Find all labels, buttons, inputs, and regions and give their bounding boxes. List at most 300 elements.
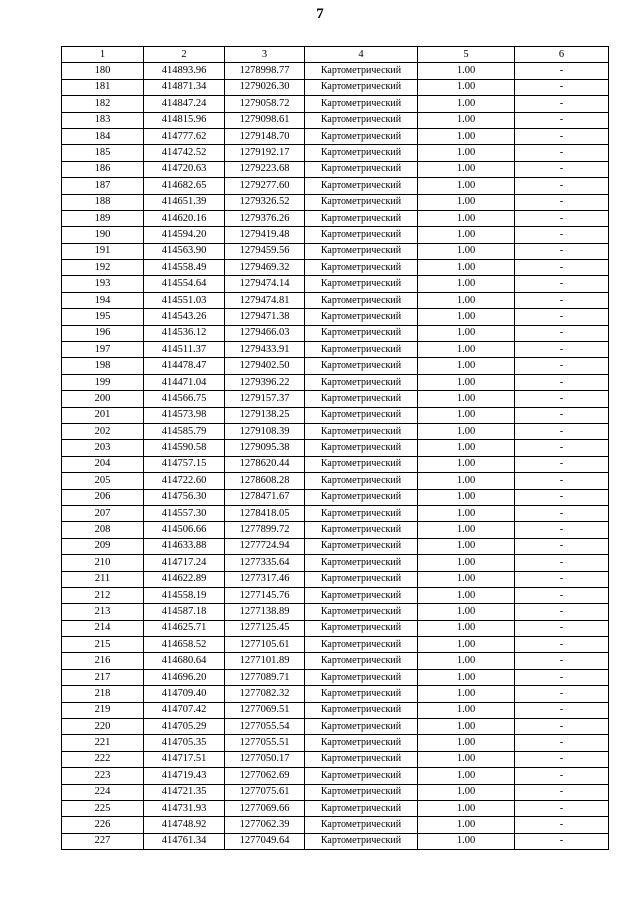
table-row <box>62 96 609 112</box>
point-number-cell: 209 <box>62 538 144 554</box>
accuracy-cell: 1.00 <box>418 571 515 587</box>
method-cell: Картометрический <box>305 817 418 833</box>
accuracy-cell: 1.00 <box>418 309 515 325</box>
point-number-cell: 193 <box>62 276 144 292</box>
y-coordinate-cell: 1278998.77 <box>225 63 305 79</box>
point-number-cell: 184 <box>62 128 144 144</box>
y-coordinate-cell: 1279223.68 <box>225 161 305 177</box>
method-cell: Картометрический <box>305 407 418 423</box>
note-cell: - <box>515 702 609 718</box>
accuracy-cell: 1.00 <box>418 374 515 390</box>
y-coordinate-cell: 1277062.39 <box>225 817 305 833</box>
note-cell: - <box>515 440 609 456</box>
accuracy-cell: 1.00 <box>418 292 515 308</box>
y-coordinate-cell: 1279277.60 <box>225 178 305 194</box>
table-row <box>62 194 609 210</box>
table-row <box>62 456 609 472</box>
table-row <box>62 112 609 128</box>
method-cell: Картометрический <box>305 423 418 439</box>
point-number-cell: 227 <box>62 833 144 849</box>
table-body <box>62 63 609 850</box>
point-number-cell: 223 <box>62 768 144 784</box>
note-cell: - <box>515 587 609 603</box>
method-cell: Картометрический <box>305 768 418 784</box>
x-coordinate-cell: 414478.47 <box>144 358 225 374</box>
note-cell: - <box>515 243 609 259</box>
x-coordinate-cell: 414757.15 <box>144 456 225 472</box>
x-coordinate-cell: 414731.93 <box>144 800 225 816</box>
x-coordinate-cell: 414893.96 <box>144 63 225 79</box>
y-coordinate-cell: 1277125.45 <box>225 620 305 636</box>
point-number-cell: 203 <box>62 440 144 456</box>
column-header: 4 <box>305 47 418 63</box>
table-row <box>62 178 609 194</box>
note-cell: - <box>515 719 609 735</box>
y-coordinate-cell: 1277069.51 <box>225 702 305 718</box>
method-cell: Картометрический <box>305 538 418 554</box>
y-coordinate-cell: 1279459.56 <box>225 243 305 259</box>
note-cell: - <box>515 473 609 489</box>
note-cell: - <box>515 128 609 144</box>
x-coordinate-cell: 414722.60 <box>144 473 225 489</box>
method-cell: Картометрический <box>305 489 418 505</box>
accuracy-cell: 1.00 <box>418 555 515 571</box>
point-number-cell: 217 <box>62 669 144 685</box>
point-number-cell: 185 <box>62 145 144 161</box>
y-coordinate-cell: 1277145.76 <box>225 587 305 603</box>
x-coordinate-cell: 414847.24 <box>144 96 225 112</box>
point-number-cell: 225 <box>62 800 144 816</box>
point-number-cell: 221 <box>62 735 144 751</box>
x-coordinate-cell: 414566.75 <box>144 391 225 407</box>
note-cell: - <box>515 79 609 95</box>
x-coordinate-cell: 414705.29 <box>144 719 225 735</box>
point-number-cell: 201 <box>62 407 144 423</box>
x-coordinate-cell: 414633.88 <box>144 538 225 554</box>
note-cell: - <box>515 505 609 521</box>
x-coordinate-cell: 414680.64 <box>144 653 225 669</box>
point-number-cell: 195 <box>62 309 144 325</box>
note-cell: - <box>515 407 609 423</box>
x-coordinate-cell: 414587.18 <box>144 604 225 620</box>
accuracy-cell: 1.00 <box>418 63 515 79</box>
x-coordinate-cell: 414707.42 <box>144 702 225 718</box>
x-coordinate-cell: 414777.62 <box>144 128 225 144</box>
y-coordinate-cell: 1279396.22 <box>225 374 305 390</box>
point-number-cell: 202 <box>62 423 144 439</box>
method-cell: Картометрический <box>305 194 418 210</box>
accuracy-cell: 1.00 <box>418 669 515 685</box>
table-row <box>62 751 609 767</box>
table-row <box>62 686 609 702</box>
x-coordinate-cell: 414594.20 <box>144 227 225 243</box>
column-header: 5 <box>418 47 515 63</box>
y-coordinate-cell: 1278471.67 <box>225 489 305 505</box>
table-row <box>62 309 609 325</box>
method-cell: Картометрический <box>305 325 418 341</box>
point-number-cell: 197 <box>62 342 144 358</box>
note-cell: - <box>515 112 609 128</box>
table-row <box>62 63 609 79</box>
table-row <box>62 817 609 833</box>
accuracy-cell: 1.00 <box>418 342 515 358</box>
x-coordinate-cell: 414620.16 <box>144 210 225 226</box>
point-number-cell: 205 <box>62 473 144 489</box>
y-coordinate-cell: 1278620.44 <box>225 456 305 472</box>
accuracy-cell: 1.00 <box>418 260 515 276</box>
y-coordinate-cell: 1279469.32 <box>225 260 305 276</box>
point-number-cell: 189 <box>62 210 144 226</box>
table-row <box>62 292 609 308</box>
coordinates-table <box>61 46 609 850</box>
y-coordinate-cell: 1278418.05 <box>225 505 305 521</box>
accuracy-cell: 1.00 <box>418 505 515 521</box>
note-cell: - <box>515 669 609 685</box>
table-row <box>62 833 609 849</box>
table-row <box>62 358 609 374</box>
x-coordinate-cell: 414721.35 <box>144 784 225 800</box>
table-row <box>62 325 609 341</box>
point-number-cell: 215 <box>62 637 144 653</box>
note-cell: - <box>515 456 609 472</box>
y-coordinate-cell: 1277055.51 <box>225 735 305 751</box>
table-row <box>62 210 609 226</box>
note-cell: - <box>515 325 609 341</box>
column-header: 1 <box>62 47 144 63</box>
point-number-cell: 214 <box>62 620 144 636</box>
method-cell: Картометрический <box>305 571 418 587</box>
point-number-cell: 206 <box>62 489 144 505</box>
accuracy-cell: 1.00 <box>418 194 515 210</box>
note-cell: - <box>515 96 609 112</box>
accuracy-cell: 1.00 <box>418 473 515 489</box>
table-row <box>62 407 609 423</box>
point-number-cell: 181 <box>62 79 144 95</box>
point-number-cell: 212 <box>62 587 144 603</box>
y-coordinate-cell: 1277075.61 <box>225 784 305 800</box>
y-coordinate-cell: 1279058.72 <box>225 96 305 112</box>
column-header: 3 <box>225 47 305 63</box>
point-number-cell: 218 <box>62 686 144 702</box>
y-coordinate-cell: 1277062.69 <box>225 768 305 784</box>
table-row <box>62 768 609 784</box>
table-row <box>62 637 609 653</box>
x-coordinate-cell: 414536.12 <box>144 325 225 341</box>
accuracy-cell: 1.00 <box>418 276 515 292</box>
table-header-row <box>62 47 609 63</box>
point-number-cell: 192 <box>62 260 144 276</box>
note-cell: - <box>515 391 609 407</box>
method-cell: Картометрический <box>305 309 418 325</box>
method-cell: Картометрический <box>305 505 418 521</box>
accuracy-cell: 1.00 <box>418 391 515 407</box>
method-cell: Картометрический <box>305 342 418 358</box>
x-coordinate-cell: 414557.30 <box>144 505 225 521</box>
y-coordinate-cell: 1277317.46 <box>225 571 305 587</box>
x-coordinate-cell: 414551.03 <box>144 292 225 308</box>
point-number-cell: 210 <box>62 555 144 571</box>
table-row <box>62 79 609 95</box>
method-cell: Картометрический <box>305 800 418 816</box>
point-number-cell: 188 <box>62 194 144 210</box>
table-row <box>62 669 609 685</box>
method-cell: Картометрический <box>305 456 418 472</box>
y-coordinate-cell: 1277101.89 <box>225 653 305 669</box>
table-row <box>62 145 609 161</box>
accuracy-cell: 1.00 <box>418 784 515 800</box>
note-cell: - <box>515 538 609 554</box>
method-cell: Картометрический <box>305 260 418 276</box>
accuracy-cell: 1.00 <box>418 423 515 439</box>
note-cell: - <box>515 227 609 243</box>
accuracy-cell: 1.00 <box>418 325 515 341</box>
page-number: 7 <box>316 6 324 22</box>
note-cell: - <box>515 604 609 620</box>
point-number-cell: 219 <box>62 702 144 718</box>
point-number-cell: 186 <box>62 161 144 177</box>
y-coordinate-cell: 1279402.50 <box>225 358 305 374</box>
y-coordinate-cell: 1277105.61 <box>225 637 305 653</box>
x-coordinate-cell: 414756.30 <box>144 489 225 505</box>
y-coordinate-cell: 1277055.54 <box>225 719 305 735</box>
accuracy-cell: 1.00 <box>418 112 515 128</box>
table-row <box>62 161 609 177</box>
accuracy-cell: 1.00 <box>418 440 515 456</box>
x-coordinate-cell: 414554.64 <box>144 276 225 292</box>
note-cell: - <box>515 145 609 161</box>
x-coordinate-cell: 414506.66 <box>144 522 225 538</box>
y-coordinate-cell: 1279026.30 <box>225 79 305 95</box>
table-row <box>62 260 609 276</box>
point-number-cell: 187 <box>62 178 144 194</box>
x-coordinate-cell: 414543.26 <box>144 309 225 325</box>
table-row <box>62 489 609 505</box>
table-row <box>62 522 609 538</box>
x-coordinate-cell: 414871.34 <box>144 79 225 95</box>
x-coordinate-cell: 414625.71 <box>144 620 225 636</box>
table-row <box>62 505 609 521</box>
note-cell: - <box>515 800 609 816</box>
note-cell: - <box>515 620 609 636</box>
x-coordinate-cell: 414717.51 <box>144 751 225 767</box>
y-coordinate-cell: 1277049.64 <box>225 833 305 849</box>
note-cell: - <box>515 833 609 849</box>
accuracy-cell: 1.00 <box>418 407 515 423</box>
accuracy-cell: 1.00 <box>418 719 515 735</box>
y-coordinate-cell: 1277089.71 <box>225 669 305 685</box>
method-cell: Картометрический <box>305 604 418 620</box>
note-cell: - <box>515 637 609 653</box>
method-cell: Картометрический <box>305 637 418 653</box>
accuracy-cell: 1.00 <box>418 456 515 472</box>
note-cell: - <box>515 178 609 194</box>
y-coordinate-cell: 1279148.70 <box>225 128 305 144</box>
x-coordinate-cell: 414651.39 <box>144 194 225 210</box>
accuracy-cell: 1.00 <box>418 833 515 849</box>
y-coordinate-cell: 1277899.72 <box>225 522 305 538</box>
accuracy-cell: 1.00 <box>418 735 515 751</box>
point-number-cell: 224 <box>62 784 144 800</box>
method-cell: Картометрический <box>305 669 418 685</box>
table-row <box>62 128 609 144</box>
x-coordinate-cell: 414511.37 <box>144 342 225 358</box>
x-coordinate-cell: 414748.92 <box>144 817 225 833</box>
accuracy-cell: 1.00 <box>418 653 515 669</box>
table-row <box>62 391 609 407</box>
x-coordinate-cell: 414573.98 <box>144 407 225 423</box>
method-cell: Картометрический <box>305 292 418 308</box>
method-cell: Картометрический <box>305 751 418 767</box>
y-coordinate-cell: 1279474.81 <box>225 292 305 308</box>
method-cell: Картометрический <box>305 112 418 128</box>
y-coordinate-cell: 1277069.66 <box>225 800 305 816</box>
y-coordinate-cell: 1279376.26 <box>225 210 305 226</box>
table-row <box>62 587 609 603</box>
point-number-cell: 207 <box>62 505 144 521</box>
method-cell: Картометрический <box>305 620 418 636</box>
y-coordinate-cell: 1277724.94 <box>225 538 305 554</box>
accuracy-cell: 1.00 <box>418 178 515 194</box>
note-cell: - <box>515 817 609 833</box>
y-coordinate-cell: 1279108.39 <box>225 423 305 439</box>
note-cell: - <box>515 768 609 784</box>
method-cell: Картометрический <box>305 276 418 292</box>
x-coordinate-cell: 414585.79 <box>144 423 225 439</box>
x-coordinate-cell: 414658.52 <box>144 637 225 653</box>
accuracy-cell: 1.00 <box>418 210 515 226</box>
method-cell: Картометрический <box>305 210 418 226</box>
method-cell: Картометрический <box>305 686 418 702</box>
y-coordinate-cell: 1279326.52 <box>225 194 305 210</box>
method-cell: Картометрический <box>305 391 418 407</box>
method-cell: Картометрический <box>305 555 418 571</box>
table-row <box>62 571 609 587</box>
table-row <box>62 620 609 636</box>
table-row <box>62 784 609 800</box>
x-coordinate-cell: 414742.52 <box>144 145 225 161</box>
note-cell: - <box>515 309 609 325</box>
x-coordinate-cell: 414682.65 <box>144 178 225 194</box>
point-number-cell: 182 <box>62 96 144 112</box>
y-coordinate-cell: 1277082.32 <box>225 686 305 702</box>
accuracy-cell: 1.00 <box>418 587 515 603</box>
y-coordinate-cell: 1279471.38 <box>225 309 305 325</box>
y-coordinate-cell: 1279419.48 <box>225 227 305 243</box>
accuracy-cell: 1.00 <box>418 620 515 636</box>
accuracy-cell: 1.00 <box>418 702 515 718</box>
table-row <box>62 653 609 669</box>
method-cell: Картометрический <box>305 473 418 489</box>
point-number-cell: 200 <box>62 391 144 407</box>
method-cell: Картометрический <box>305 358 418 374</box>
note-cell: - <box>515 751 609 767</box>
accuracy-cell: 1.00 <box>418 96 515 112</box>
note-cell: - <box>515 161 609 177</box>
x-coordinate-cell: 414720.63 <box>144 161 225 177</box>
method-cell: Картометрический <box>305 374 418 390</box>
x-coordinate-cell: 414558.49 <box>144 260 225 276</box>
method-cell: Картометрический <box>305 522 418 538</box>
column-header: 6 <box>515 47 609 63</box>
table-row <box>62 555 609 571</box>
accuracy-cell: 1.00 <box>418 538 515 554</box>
method-cell: Картометрический <box>305 227 418 243</box>
table-row <box>62 473 609 489</box>
x-coordinate-cell: 414719.43 <box>144 768 225 784</box>
method-cell: Картометрический <box>305 833 418 849</box>
x-coordinate-cell: 414696.20 <box>144 669 225 685</box>
note-cell: - <box>515 686 609 702</box>
accuracy-cell: 1.00 <box>418 686 515 702</box>
accuracy-cell: 1.00 <box>418 751 515 767</box>
table-row <box>62 800 609 816</box>
x-coordinate-cell: 414705.35 <box>144 735 225 751</box>
y-coordinate-cell: 1279192.17 <box>225 145 305 161</box>
y-coordinate-cell: 1279433.91 <box>225 342 305 358</box>
table-row <box>62 538 609 554</box>
y-coordinate-cell: 1279466.03 <box>225 325 305 341</box>
note-cell: - <box>515 260 609 276</box>
accuracy-cell: 1.00 <box>418 489 515 505</box>
table-row <box>62 276 609 292</box>
point-number-cell: 183 <box>62 112 144 128</box>
note-cell: - <box>515 194 609 210</box>
method-cell: Картометрический <box>305 243 418 259</box>
y-coordinate-cell: 1279138.25 <box>225 407 305 423</box>
accuracy-cell: 1.00 <box>418 145 515 161</box>
point-number-cell: 191 <box>62 243 144 259</box>
point-number-cell: 216 <box>62 653 144 669</box>
accuracy-cell: 1.00 <box>418 128 515 144</box>
table-row <box>62 440 609 456</box>
table-row <box>62 423 609 439</box>
x-coordinate-cell: 414563.90 <box>144 243 225 259</box>
accuracy-cell: 1.00 <box>418 79 515 95</box>
accuracy-cell: 1.00 <box>418 522 515 538</box>
method-cell: Картометрический <box>305 178 418 194</box>
point-number-cell: 199 <box>62 374 144 390</box>
y-coordinate-cell: 1278608.28 <box>225 473 305 489</box>
y-coordinate-cell: 1277335.64 <box>225 555 305 571</box>
y-coordinate-cell: 1279474.14 <box>225 276 305 292</box>
accuracy-cell: 1.00 <box>418 243 515 259</box>
accuracy-cell: 1.00 <box>418 358 515 374</box>
y-coordinate-cell: 1279095.38 <box>225 440 305 456</box>
method-cell: Картометрический <box>305 653 418 669</box>
method-cell: Картометрический <box>305 719 418 735</box>
point-number-cell: 198 <box>62 358 144 374</box>
x-coordinate-cell: 414761.34 <box>144 833 225 849</box>
note-cell: - <box>515 555 609 571</box>
y-coordinate-cell: 1279157.37 <box>225 391 305 407</box>
point-number-cell: 196 <box>62 325 144 341</box>
note-cell: - <box>515 423 609 439</box>
method-cell: Картометрический <box>305 440 418 456</box>
point-number-cell: 213 <box>62 604 144 620</box>
x-coordinate-cell: 414717.24 <box>144 555 225 571</box>
note-cell: - <box>515 571 609 587</box>
note-cell: - <box>515 63 609 79</box>
table-row <box>62 243 609 259</box>
note-cell: - <box>515 374 609 390</box>
y-coordinate-cell: 1277138.89 <box>225 604 305 620</box>
table-row <box>62 227 609 243</box>
accuracy-cell: 1.00 <box>418 161 515 177</box>
note-cell: - <box>515 342 609 358</box>
table-row <box>62 374 609 390</box>
method-cell: Картометрический <box>305 587 418 603</box>
x-coordinate-cell: 414815.96 <box>144 112 225 128</box>
